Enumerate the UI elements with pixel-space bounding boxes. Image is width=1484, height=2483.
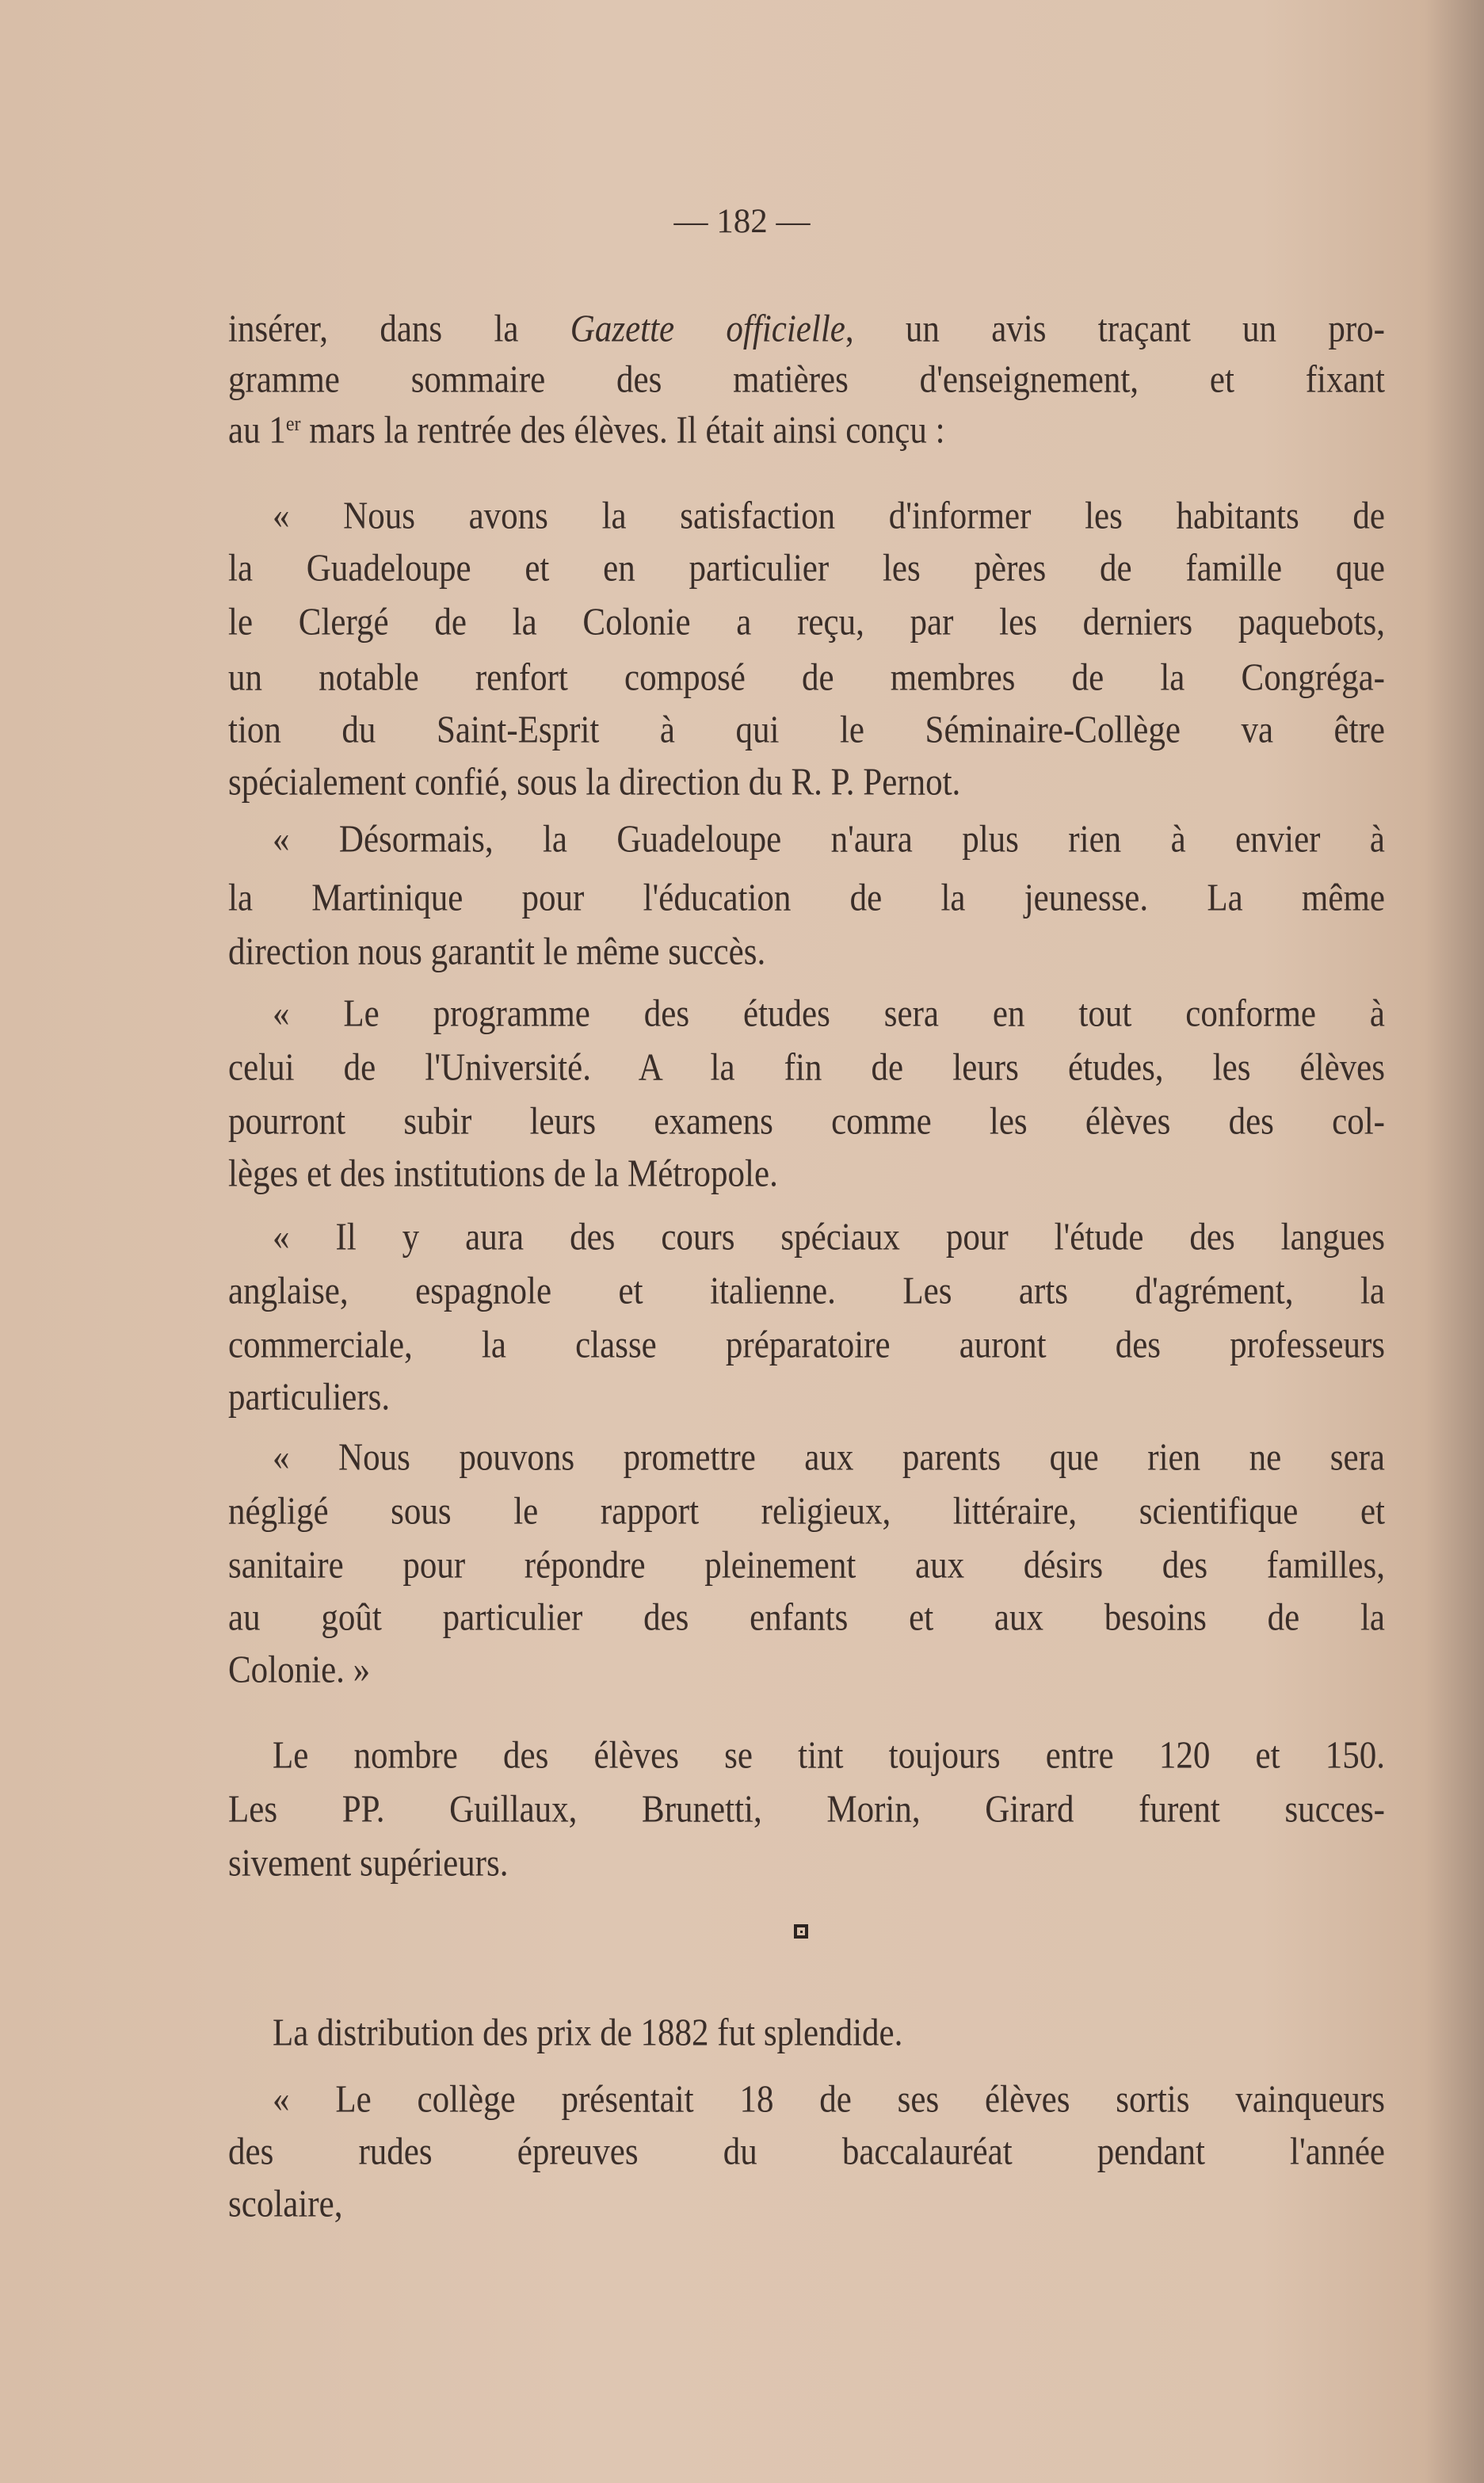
section-separator-icon xyxy=(794,1924,808,1939)
text-line: sanitaire pour répondre pleinement aux désirs des familles, xyxy=(228,1545,1385,1587)
text-line: direction nous garantit le même succès. xyxy=(228,931,766,973)
text-line: lèges et des institutions de la Métropole. xyxy=(228,1153,778,1195)
text-line: gramme sommaire des matières d'enseignement, et fixant xyxy=(228,359,1385,401)
text-line: scolaire, xyxy=(228,2183,343,2225)
text-line: négligé sous le rapport religieux, littéraire, scientifique et xyxy=(228,1491,1385,1533)
text-line: pourront subir leurs examens comme les élèves des col- xyxy=(228,1101,1385,1143)
text-line xyxy=(228,404,1385,457)
text-line: la Guadeloupe et en particulier les pères de famille que xyxy=(228,548,1385,590)
text-line: « Il y aura des cours spéciaux pour l'étude des langues xyxy=(273,1217,1385,1259)
text-segment: insérer, dans la xyxy=(228,308,570,350)
text-segment: , un avis traçant un pro- xyxy=(845,308,1386,350)
italic-title: Gazette officielle xyxy=(570,308,845,350)
text-segment: au 1 xyxy=(228,410,286,452)
text-line: « Désormais, la Guadeloupe n'aura plus rien à envier à xyxy=(273,819,1385,861)
text-line: particuliers. xyxy=(228,1377,391,1419)
text-line: le Clergé de la Colonie a reçu, par les derniers paquebots, xyxy=(228,602,1385,644)
page-number: — 182 — xyxy=(673,203,811,240)
text-line: Les PP. Guillaux, Brunetti, Morin, Girard furent succes- xyxy=(228,1789,1385,1831)
text-line: Le nombre des élèves se tint toujours entre 120 et 150. xyxy=(273,1735,1385,1777)
text-line: Colonie. » xyxy=(228,1649,371,1691)
text-line: commerciale, la classe préparatoire auront des professeurs xyxy=(228,1324,1385,1366)
text-line: La distribution des prix de 1882 fut splendide. xyxy=(273,2012,903,2054)
text-line: « Nous pouvons promettre aux parents que rien ne sera xyxy=(273,1437,1385,1479)
superscript: er xyxy=(285,412,301,436)
text-line xyxy=(228,303,1385,356)
text-line: des rudes épreuves du baccalauréat pendant l'année xyxy=(228,2131,1385,2173)
text-line: un notable renfort composé de membres de la Congréga- xyxy=(228,657,1385,699)
text-line: la Martinique pour l'éducation de la jeunesse. La même xyxy=(228,877,1385,919)
text-line: spécialement confié, sous la direction du R. P. Pernot. xyxy=(228,762,961,804)
text-line: anglaise, espagnole et italienne. Les arts d'agrément, la xyxy=(228,1270,1385,1312)
text-line: celui de l'Université. A la fin de leurs études, les élèves xyxy=(228,1047,1385,1089)
text-line: « Le programme des études sera en tout conforme à xyxy=(273,993,1385,1035)
text-line: sivement supérieurs. xyxy=(228,1843,509,1885)
text-segment: mars la rentrée des élèves. Il était ainsi conçu : xyxy=(300,410,945,452)
text-line: tion du Saint-Esprit à qui le Séminaire-Collège va être xyxy=(228,709,1385,751)
text-line: au goût particulier des enfants et aux besoins de la xyxy=(228,1597,1385,1639)
text-line: « Le collège présentait 18 de ses élèves sortis vainqueurs xyxy=(273,2079,1385,2121)
text-line: « Nous avons la satisfaction d'informer les habitants de xyxy=(273,495,1385,537)
